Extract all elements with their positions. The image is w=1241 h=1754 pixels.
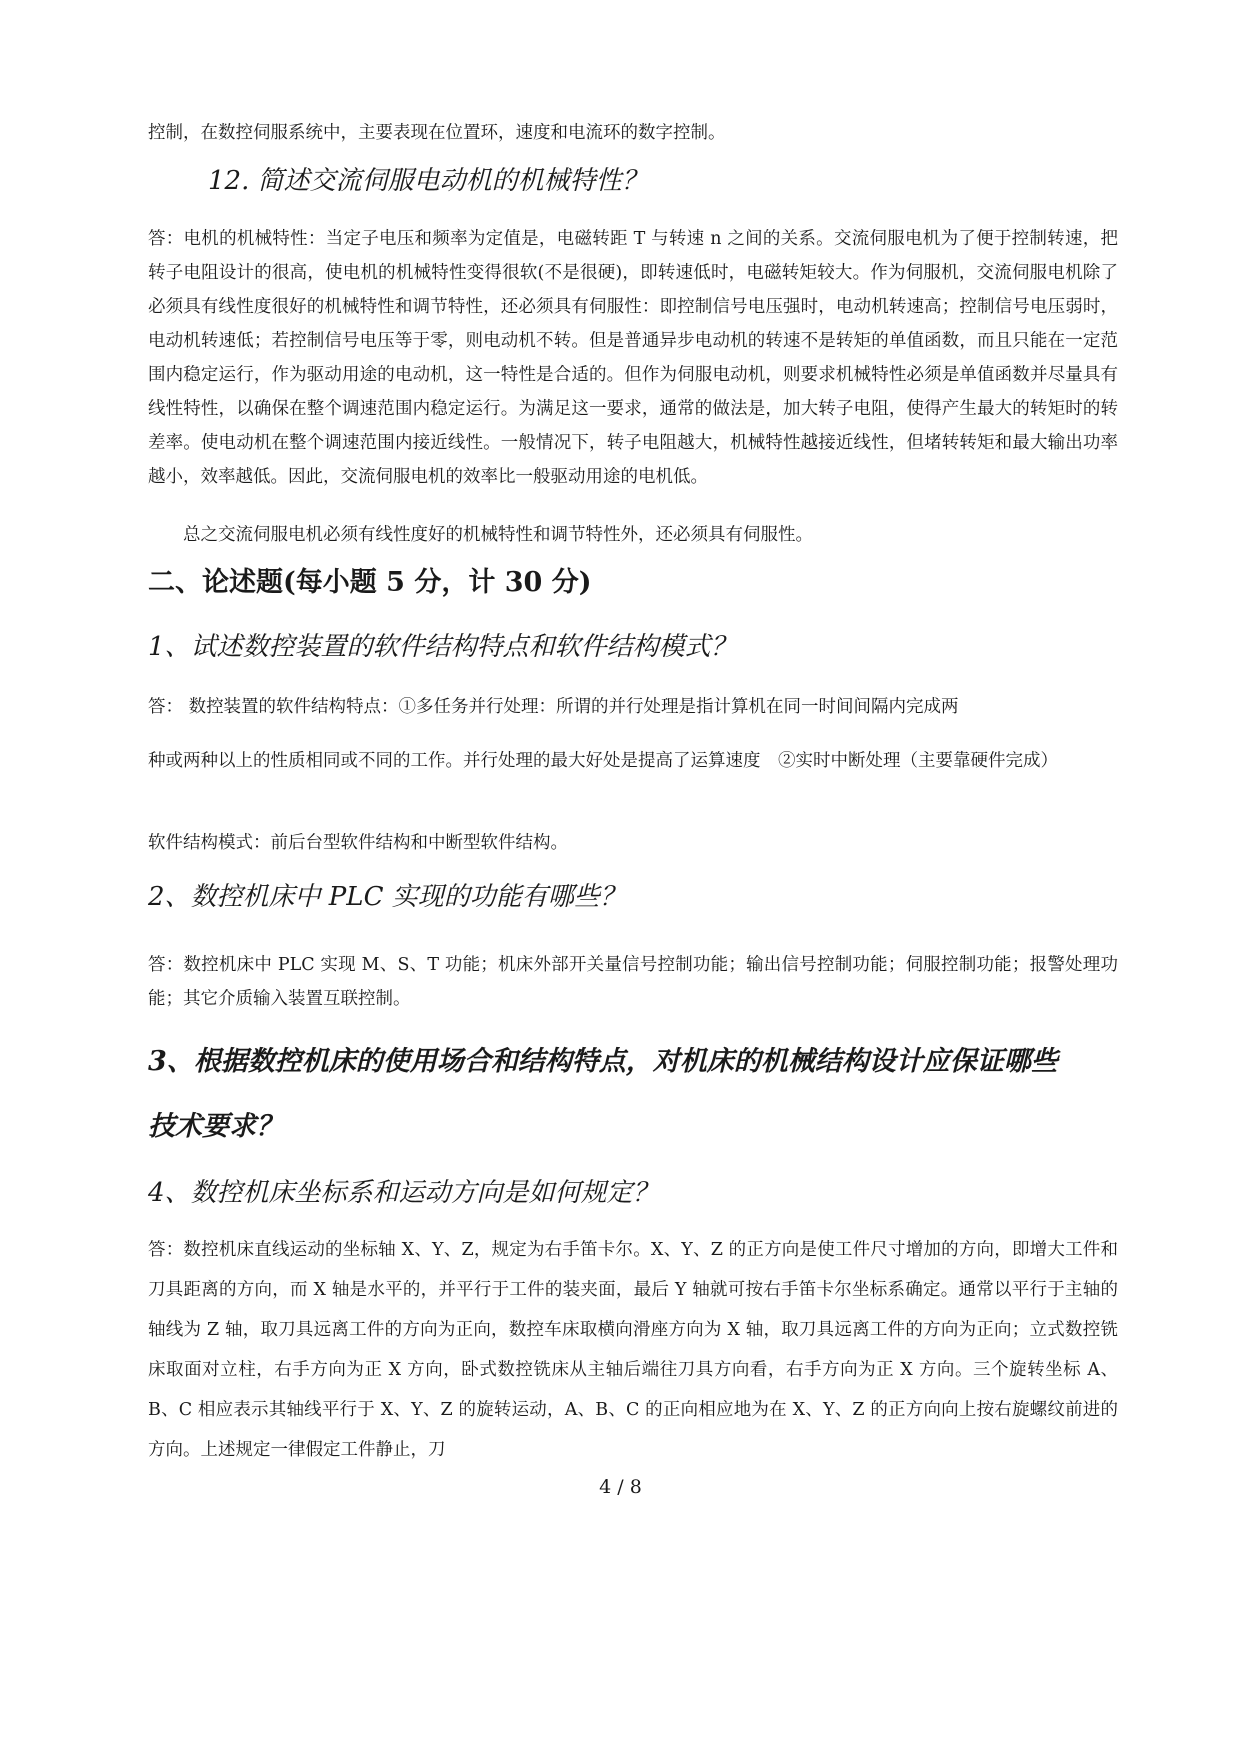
question-1-title: 1、试述数控装置的软件结构特点和软件结构模式？ xyxy=(148,632,737,662)
question-1-answer-line1: 答： 数控装置的软件结构特点：①多任务并行处理：所谓的并行处理是指计算机在同一时间间隔内完成两 xyxy=(148,697,959,717)
question-2-answer: 答：数控机床中 PLC 实现 M、S、T 功能；机床外部开关量信号控制功能；输出信号控制功能；伺服控制功能；报警处理功能；其它介质输入装置互联控制。 xyxy=(148,955,1118,1009)
page-number: 4 / 8 xyxy=(599,1476,642,1498)
question-12-title: 12. 简述交流伺服电动机的机械特性？ xyxy=(208,166,648,196)
question-12-summary: 总之交流伺服电机必须有线性度好的机械特性和调节特性外，还必须具有伺服性。 xyxy=(183,525,813,545)
question-4-answer: 答：数控机床直线运动的坐标轴 X、Y、Z，规定为右手笛卡尔。X、Y、Z 的正方向是使工件尺寸增加的方向，即增大工件和刀具距离的方向，而 X 轴是水平的，并平行于工件的装夹面，最后 Y 轴就可按右手笛卡尔坐标系确定。通常以平行于主轴的轴线为 Z 轴，取刀具远离工件的方向为正向，数控车床取横向滑座方向为 X 轴，取刀具远离工件的方向为正向；立式数控铣床取面对立柱，右手方向为正 X 方向，卧式数控铣床从主轴后端往刀具方向看，右手方向为正 X 方向。三个旋转坐标 A、B、C 相应表示其轴线平行于 X、Y、Z 的旋转运动，A、B、C 的正向相应地为在 X、Y、Z 的正方向向上按右旋螺纹前进的方向。上述规定一律假定工件静止，刀 xyxy=(148,1240,1118,1460)
question-3-title-line1: 3、根据数控机床的使用场合和结构特点，对机床的机械结构设计应保证哪些 xyxy=(148,1046,1058,1077)
question-1-answer-line3: 软件结构模式：前后台型软件结构和中断型软件结构。 xyxy=(148,833,568,853)
question-3-title-line2: 技术要求？ xyxy=(148,1111,283,1142)
question-12-answer: 答：电机的机械特性：当定子电压和频率为定值是，电磁转距 T 与转速 n 之间的关系。交流伺服电机为了便于控制转速，把转子电阻设计的很高，使电机的机械特性变得很软(不是很硬)，即转速低时，电磁转矩较大。作为伺服机，交流伺服电机除了必须具有线性度很好的机械特性和调节特性，还必须具有伺服性：即控制信号电压强时，电动机转速高；控制信号电压弱时，电动机转速低；若控制信号电压等于零，则电动机不转。但是普通异步电动机的转速不是转矩的单值函数，而且只能在一定范围内稳定运行，作为驱动用途的电动机，这一特性是合适的。但作为伺服电动机，则要求机械特性必须是单值函数并尽量具有线性特性，以确保在整个调速范围内稳定运行。为满足这一要求，通常的做法是，加大转子电阻，使得产生最大的转矩时的转差率。使电动机在整个调速范围内接近线性。一般情况下，转子电阻越大，机械特性越接近线性，但堵转转矩和最大输出功率越小，效率越低。因此，交流伺服电机的效率比一般驱动用途的电机低。 xyxy=(148,229,1118,487)
question-2-title: 2、数控机床中 PLC 实现的功能有哪些？ xyxy=(148,882,626,912)
section-heading: 二、论述题(每小题 5 分，计 30 分) xyxy=(148,567,592,598)
question-1-answer-line2: 种或两种以上的性质相同或不同的工作。并行处理的最大好处是提高了运算速度 ②实时中断处理（主要靠硬件完成） xyxy=(148,751,1058,771)
continuation-paragraph: 控制，在数控伺服系统中，主要表现在位置环，速度和电流环的数字控制。 xyxy=(148,123,726,143)
question-4-title: 4、数控机床坐标系和运动方向是如何规定？ xyxy=(148,1178,659,1208)
